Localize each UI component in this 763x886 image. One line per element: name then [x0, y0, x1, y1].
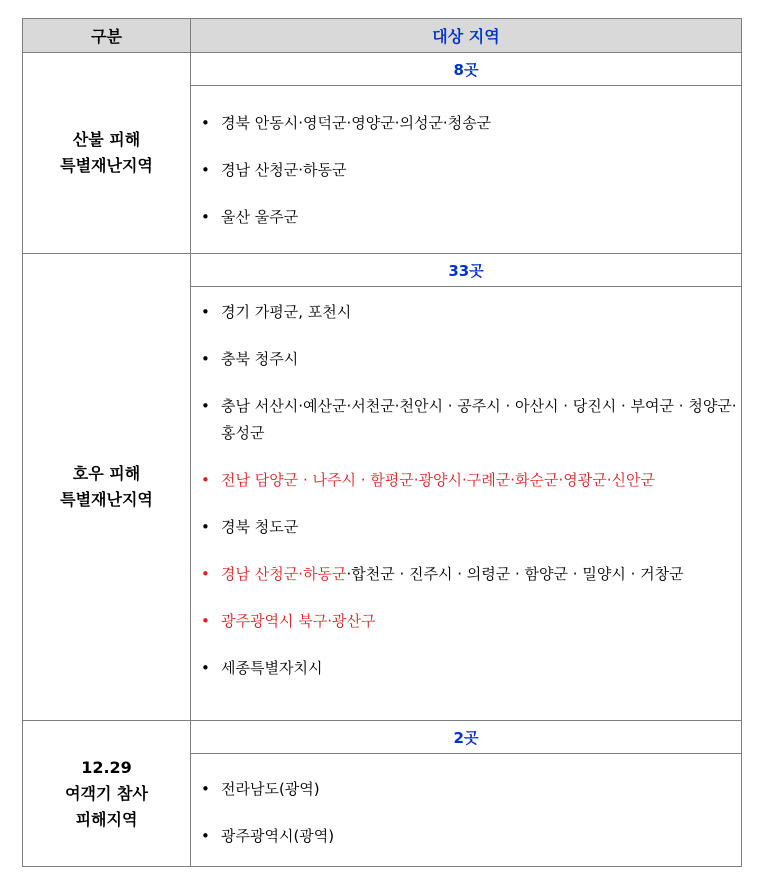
list-item: • 전라남도(광역): [191, 776, 741, 803]
bullet-icon: •: [201, 397, 210, 415]
header-row: [23, 19, 742, 53]
count-aircrash: 2곳: [191, 721, 742, 754]
disaster-area-table: [22, 18, 742, 867]
bullet-icon: •: [201, 518, 210, 536]
bullet-icon: •: [201, 350, 210, 368]
list-item: • 전남 담양군 · 나주시 · 함평군·광양시·구례군·화순군·영광군·신안군: [191, 467, 741, 494]
list-wildfire: [191, 86, 742, 254]
category-line: 12.29: [81, 757, 132, 777]
count-wildfire: 8곳: [191, 53, 742, 86]
header-target-area: 대상 지역: [191, 19, 742, 53]
list-item: • 충북 청주시: [191, 346, 741, 373]
list-item: • 충남 서산시·예산군·서천군·천안시 · 공주시 · 아산시 · 당진시 · 부여군 · 청양군·홍성군: [191, 393, 741, 447]
list-item: • 경기 가평군, 포천시: [191, 299, 741, 326]
section-aircrash-count-row: [23, 721, 742, 754]
list-item: • 광주광역시 북구·광산구: [191, 608, 741, 635]
category-line: 특별재난지역: [60, 156, 153, 175]
header-category: 구분: [23, 19, 191, 53]
category-flood: [23, 254, 191, 721]
section-wildfire-count-row: [23, 53, 742, 86]
bullet-icon: •: [201, 780, 210, 798]
category-wildfire: [23, 53, 191, 254]
section-flood-count-row: [23, 254, 742, 287]
list-item: • 경남 산청군·하동군: [191, 157, 741, 184]
list-item: • 경북 안동시·영덕군·영양군·의성군·청송군: [191, 110, 741, 137]
list-item: • 세종특별자치시: [191, 655, 741, 682]
list-item: • 경남 산청군·하동군·합천군 · 진주시 · 의령군 · 함양군 · 밀양시 · 거창군: [191, 561, 741, 588]
bullet-icon: •: [201, 208, 210, 227]
category-line: 피해지역: [75, 809, 138, 829]
bullet-icon: •: [201, 114, 210, 133]
category-line: 산불 피해: [72, 130, 141, 149]
bullet-icon: •: [201, 471, 210, 489]
bullet-icon: •: [201, 659, 210, 677]
bullet-icon: •: [201, 565, 210, 583]
bullet-icon: •: [201, 303, 210, 321]
list-item: • 경북 청도군: [191, 514, 741, 541]
category-aircrash: [23, 721, 191, 867]
list-flood: [191, 287, 742, 721]
category-line: 특별재난지역: [60, 490, 153, 509]
category-line: 여객기 참사: [65, 783, 148, 803]
category-line: 호우 피해: [72, 464, 141, 483]
list-aircrash: [191, 754, 742, 867]
list-item: • 울산 울주군: [191, 204, 741, 231]
bullet-icon: •: [201, 827, 210, 845]
count-flood: 33곳: [191, 254, 742, 287]
list-item: • 광주광역시(광역): [191, 823, 741, 850]
bullet-icon: •: [201, 612, 210, 630]
bullet-icon: •: [201, 161, 210, 180]
